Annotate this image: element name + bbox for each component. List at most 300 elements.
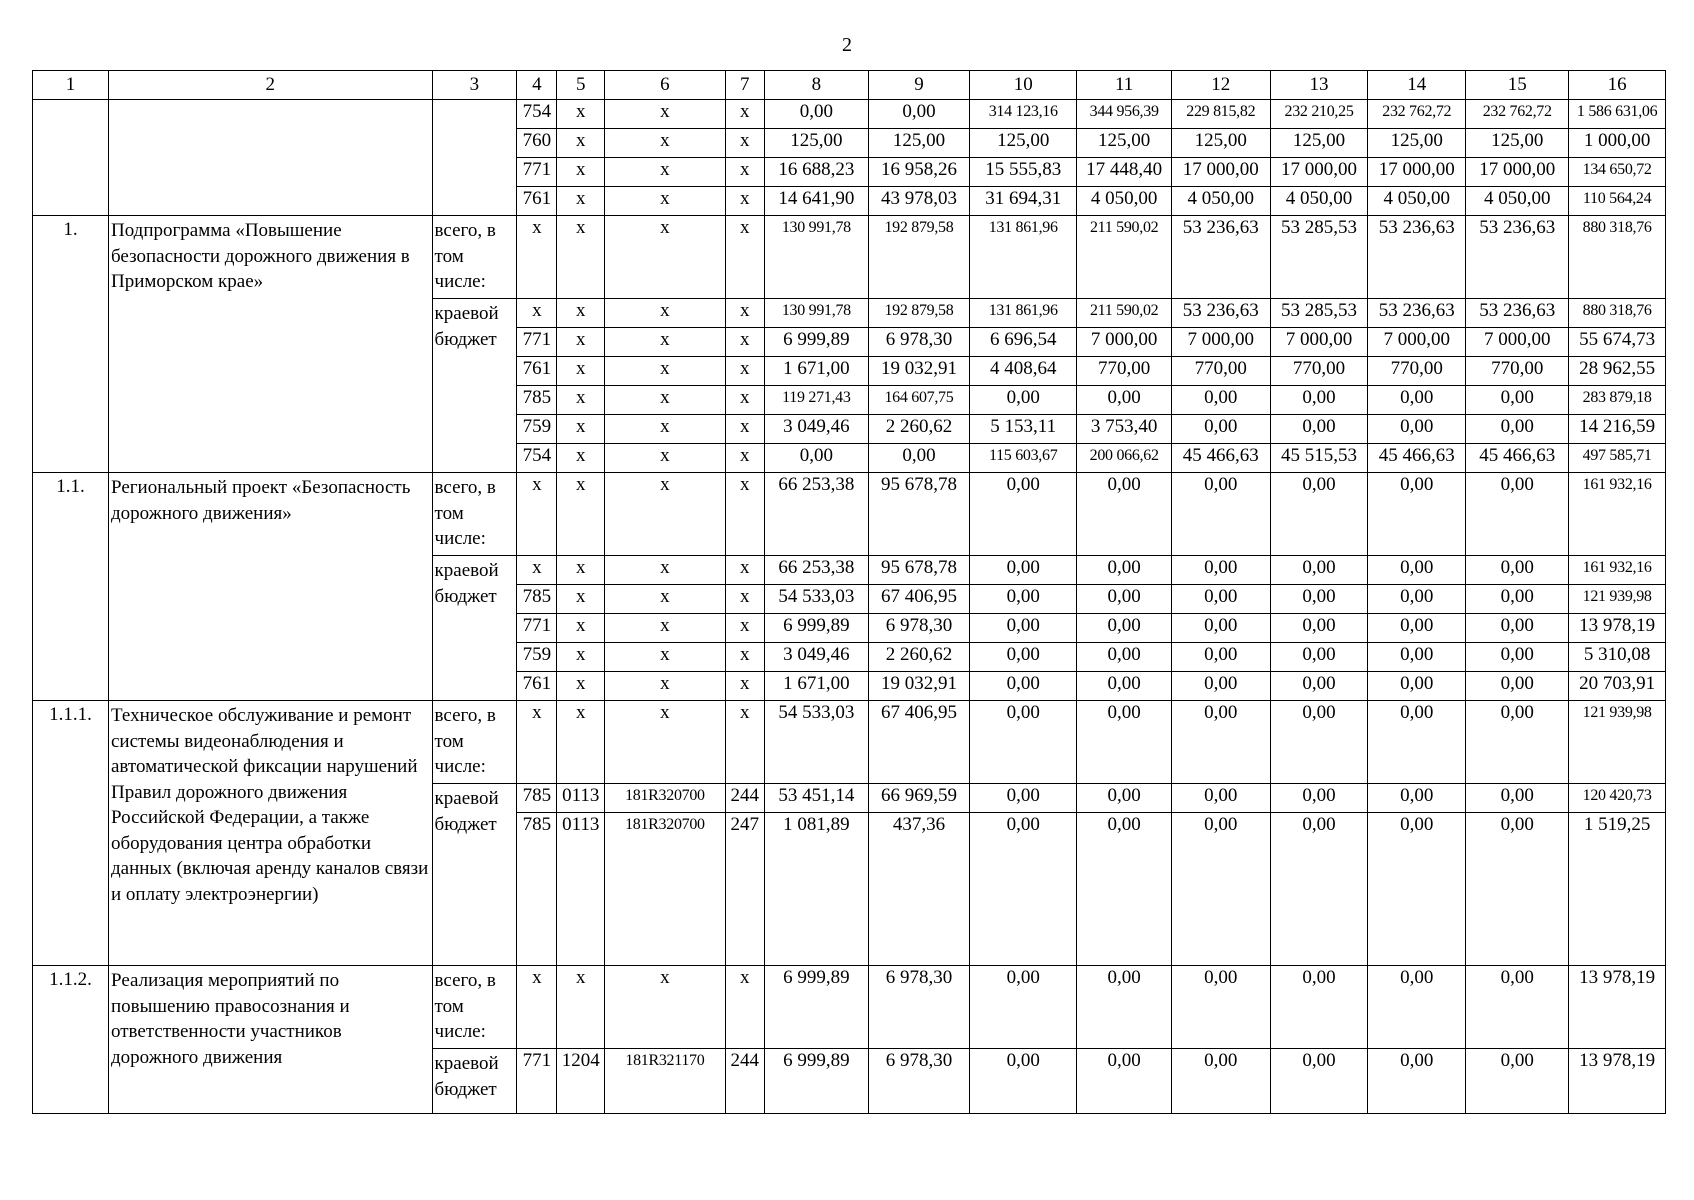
code-cell: 181R320700 bbox=[605, 813, 726, 966]
amount-cell: 6 978,30 bbox=[868, 1049, 969, 1114]
amount-cell: 53 236,63 bbox=[1368, 216, 1466, 299]
amount-cell: 0,00 bbox=[1171, 415, 1270, 444]
code-cell: x bbox=[605, 129, 726, 158]
amount-cell: 3 753,40 bbox=[1077, 415, 1171, 444]
code-cell: 759 bbox=[517, 643, 557, 672]
code-cell: x bbox=[605, 100, 726, 129]
amount-cell: 0,00 bbox=[1171, 614, 1270, 643]
amount-cell: 125,00 bbox=[1171, 129, 1270, 158]
code-cell: x bbox=[605, 444, 726, 473]
code-cell: x bbox=[605, 386, 726, 415]
code-cell: 785 bbox=[517, 784, 557, 813]
amount-cell: 53 236,63 bbox=[1171, 299, 1270, 328]
amount-cell: 6 999,89 bbox=[764, 328, 868, 357]
amount-cell: 232 210,25 bbox=[1270, 100, 1368, 129]
amount-cell: 0,00 bbox=[1077, 784, 1171, 813]
amount-cell: 7 000,00 bbox=[1368, 328, 1466, 357]
code-cell: x bbox=[517, 966, 557, 1049]
amount-cell: 0,00 bbox=[1077, 386, 1171, 415]
column-number-1: 1 bbox=[33, 71, 109, 100]
code-cell: 754 bbox=[517, 444, 557, 473]
amount-cell: 7 000,00 bbox=[1171, 328, 1270, 357]
amount-cell: 0,00 bbox=[1077, 556, 1171, 585]
code-cell: 247 bbox=[725, 813, 764, 966]
amount-cell: 1 081,89 bbox=[764, 813, 868, 966]
amount-cell: 0,00 bbox=[1077, 614, 1171, 643]
amount-cell: 0,00 bbox=[1466, 386, 1569, 415]
code-cell: x bbox=[725, 614, 764, 643]
amount-cell: 6 978,30 bbox=[868, 614, 969, 643]
column-number-5: 5 bbox=[557, 71, 605, 100]
code-cell: 181R321170 bbox=[605, 1049, 726, 1114]
amount-cell: 19 032,91 bbox=[868, 357, 969, 386]
amount-cell: 53 451,14 bbox=[764, 784, 868, 813]
column-number-6: 6 bbox=[605, 71, 726, 100]
code-cell: 771 bbox=[517, 614, 557, 643]
amount-cell: 1 671,00 bbox=[764, 672, 868, 701]
column-number-11: 11 bbox=[1077, 71, 1171, 100]
amount-cell: 45 515,53 bbox=[1270, 444, 1368, 473]
amount-cell: 770,00 bbox=[1171, 357, 1270, 386]
amount-cell: 131 861,96 bbox=[969, 216, 1076, 299]
amount-cell: 0,00 bbox=[1270, 784, 1368, 813]
amount-cell: 121 939,98 bbox=[1569, 585, 1666, 614]
amount-cell: 0,00 bbox=[1171, 784, 1270, 813]
amount-cell: 53 285,53 bbox=[1270, 299, 1368, 328]
section-name: Подпрограмма «Повышение безопасности дорожного движения в Приморском крае» bbox=[109, 216, 433, 473]
column-number-12: 12 bbox=[1171, 71, 1270, 100]
code-cell: x bbox=[605, 556, 726, 585]
amount-cell: 0,00 bbox=[1368, 614, 1466, 643]
amount-cell: 6 978,30 bbox=[868, 328, 969, 357]
code-cell: x bbox=[725, 216, 764, 299]
amount-cell: 0,00 bbox=[1466, 966, 1569, 1049]
code-cell: x bbox=[725, 672, 764, 701]
amount-cell: 229 815,82 bbox=[1171, 100, 1270, 129]
section-name: Реализация мероприятий по повышению правосознания и ответственности участников дорожного движения bbox=[109, 966, 433, 1114]
code-cell: x bbox=[517, 299, 557, 328]
section-index: 1.1.1. bbox=[33, 701, 109, 966]
code-cell: x bbox=[557, 672, 605, 701]
code-cell: x bbox=[725, 556, 764, 585]
amount-cell: 0,00 bbox=[1466, 614, 1569, 643]
code-cell: x bbox=[557, 473, 605, 556]
amount-cell: 0,00 bbox=[1368, 784, 1466, 813]
column-number-15: 15 bbox=[1466, 71, 1569, 100]
code-cell: x bbox=[605, 966, 726, 1049]
code-cell: 244 bbox=[725, 784, 764, 813]
amount-cell: 0,00 bbox=[969, 614, 1076, 643]
amount-cell: 0,00 bbox=[1171, 701, 1270, 784]
code-cell: x bbox=[557, 100, 605, 129]
amount-cell: 0,00 bbox=[1171, 585, 1270, 614]
amount-cell: 344 956,39 bbox=[1077, 100, 1171, 129]
amount-cell: 120 420,73 bbox=[1569, 784, 1666, 813]
amount-cell: 770,00 bbox=[1368, 357, 1466, 386]
code-cell: x bbox=[557, 216, 605, 299]
amount-cell: 0,00 bbox=[969, 643, 1076, 672]
code-cell: x bbox=[557, 444, 605, 473]
column-number-7: 7 bbox=[725, 71, 764, 100]
amount-cell: 53 236,63 bbox=[1171, 216, 1270, 299]
section-total-row bbox=[33, 473, 1666, 556]
amount-cell: 0,00 bbox=[1171, 672, 1270, 701]
column-number-row bbox=[33, 71, 1666, 100]
code-cell: 771 bbox=[517, 328, 557, 357]
amount-cell: 0,00 bbox=[1466, 473, 1569, 556]
amount-cell: 66 253,38 bbox=[764, 556, 868, 585]
total-label: всего, в том числе: bbox=[432, 216, 517, 299]
amount-cell: 17 448,40 bbox=[1077, 158, 1171, 187]
code-cell: x bbox=[725, 100, 764, 129]
amount-cell: 770,00 bbox=[1077, 357, 1171, 386]
amount-cell: 0,00 bbox=[1368, 701, 1466, 784]
amount-cell: 115 603,67 bbox=[969, 444, 1076, 473]
amount-cell: 6 999,89 bbox=[764, 966, 868, 1049]
amount-cell: 66 969,59 bbox=[868, 784, 969, 813]
budget-table bbox=[32, 70, 1666, 1114]
code-cell: x bbox=[605, 299, 726, 328]
amount-cell: 1 000,00 bbox=[1569, 129, 1666, 158]
amount-cell: 6 696,54 bbox=[969, 328, 1076, 357]
code-cell: 754 bbox=[517, 100, 557, 129]
amount-cell: 5 153,11 bbox=[969, 415, 1076, 444]
code-cell: 0113 bbox=[557, 784, 605, 813]
amount-cell: 3 049,46 bbox=[764, 643, 868, 672]
budget-label: краевой бюджет bbox=[432, 556, 517, 701]
amount-cell: 2 260,62 bbox=[868, 415, 969, 444]
code-cell: 785 bbox=[517, 585, 557, 614]
amount-cell: 1 519,25 bbox=[1569, 813, 1666, 966]
amount-cell: 7 000,00 bbox=[1466, 328, 1569, 357]
amount-cell: 15 555,83 bbox=[969, 158, 1076, 187]
section-index: 1.1.2. bbox=[33, 966, 109, 1114]
amount-cell: 13 978,19 bbox=[1569, 1049, 1666, 1114]
code-cell: x bbox=[605, 158, 726, 187]
amount-cell: 19 032,91 bbox=[868, 672, 969, 701]
amount-cell: 161 932,16 bbox=[1569, 473, 1666, 556]
amount-cell: 283 879,18 bbox=[1569, 386, 1666, 415]
amount-cell: 497 585,71 bbox=[1569, 444, 1666, 473]
amount-cell: 95 678,78 bbox=[868, 556, 969, 585]
amount-cell: 125,00 bbox=[1466, 129, 1569, 158]
amount-cell: 0,00 bbox=[1368, 672, 1466, 701]
amount-cell: 121 939,98 bbox=[1569, 701, 1666, 784]
amount-cell: 0,00 bbox=[1077, 672, 1171, 701]
column-number-4: 4 bbox=[517, 71, 557, 100]
amount-cell: 0,00 bbox=[1171, 386, 1270, 415]
amount-cell: 0,00 bbox=[1077, 966, 1171, 1049]
section-index: 1. bbox=[33, 216, 109, 473]
total-label: всего, в том числе: bbox=[432, 473, 517, 556]
amount-cell: 54 533,03 bbox=[764, 701, 868, 784]
amount-cell: 0,00 bbox=[1270, 672, 1368, 701]
amount-cell: 200 066,62 bbox=[1077, 444, 1171, 473]
code-cell: x bbox=[557, 299, 605, 328]
amount-cell: 232 762,72 bbox=[1368, 100, 1466, 129]
amount-cell: 0,00 bbox=[1077, 1049, 1171, 1114]
amount-cell: 125,00 bbox=[1368, 129, 1466, 158]
amount-cell: 0,00 bbox=[1077, 473, 1171, 556]
column-number-3: 3 bbox=[432, 71, 517, 100]
code-cell: 759 bbox=[517, 415, 557, 444]
page-number: 2 bbox=[842, 34, 852, 56]
amount-cell: 0,00 bbox=[1466, 672, 1569, 701]
amount-cell: 17 000,00 bbox=[1466, 158, 1569, 187]
code-cell: 771 bbox=[517, 1049, 557, 1114]
amount-cell: 0,00 bbox=[969, 473, 1076, 556]
code-cell: x bbox=[725, 966, 764, 1049]
amount-cell: 13 978,19 bbox=[1569, 966, 1666, 1049]
amount-cell: 0,00 bbox=[1466, 585, 1569, 614]
code-cell: x bbox=[725, 187, 764, 216]
amount-cell: 17 000,00 bbox=[1270, 158, 1368, 187]
amount-cell: 110 564,24 bbox=[1569, 187, 1666, 216]
amount-cell: 0,00 bbox=[1368, 556, 1466, 585]
amount-cell: 55 674,73 bbox=[1569, 328, 1666, 357]
amount-cell: 0,00 bbox=[1466, 556, 1569, 585]
code-cell: x bbox=[557, 386, 605, 415]
code-cell: 761 bbox=[517, 672, 557, 701]
amount-cell: 7 000,00 bbox=[1270, 328, 1368, 357]
code-cell: 761 bbox=[517, 357, 557, 386]
column-number-9: 9 bbox=[868, 71, 969, 100]
code-cell: x bbox=[725, 585, 764, 614]
amount-cell: 192 879,58 bbox=[868, 216, 969, 299]
amount-cell: 67 406,95 bbox=[868, 585, 969, 614]
amount-cell: 0,00 bbox=[1270, 415, 1368, 444]
code-cell: x bbox=[605, 701, 726, 784]
amount-cell: 211 590,02 bbox=[1077, 216, 1171, 299]
table-row bbox=[33, 100, 1666, 129]
code-cell: x bbox=[557, 129, 605, 158]
amount-cell: 7 000,00 bbox=[1077, 328, 1171, 357]
amount-cell: 53 236,63 bbox=[1466, 216, 1569, 299]
code-cell: x bbox=[725, 473, 764, 556]
column-number-16: 16 bbox=[1569, 71, 1666, 100]
amount-cell: 0,00 bbox=[1077, 701, 1171, 784]
amount-cell: 0,00 bbox=[1270, 966, 1368, 1049]
amount-cell: 770,00 bbox=[1466, 357, 1569, 386]
amount-cell: 0,00 bbox=[1368, 585, 1466, 614]
amount-cell: 0,00 bbox=[969, 1049, 1076, 1114]
code-cell: x bbox=[725, 357, 764, 386]
amount-cell: 45 466,63 bbox=[1171, 444, 1270, 473]
amount-cell: 0,00 bbox=[1466, 643, 1569, 672]
amount-cell: 134 650,72 bbox=[1569, 158, 1666, 187]
amount-cell: 4 050,00 bbox=[1077, 187, 1171, 216]
amount-cell: 125,00 bbox=[868, 129, 969, 158]
code-cell: x bbox=[725, 299, 764, 328]
code-cell: x bbox=[557, 357, 605, 386]
code-cell: x bbox=[517, 216, 557, 299]
amount-cell: 16 958,26 bbox=[868, 158, 969, 187]
amount-cell: 45 466,63 bbox=[1368, 444, 1466, 473]
amount-cell: 0,00 bbox=[1077, 585, 1171, 614]
column-number-13: 13 bbox=[1270, 71, 1368, 100]
amount-cell: 95 678,78 bbox=[868, 473, 969, 556]
amount-cell: 53 285,53 bbox=[1270, 216, 1368, 299]
amount-cell: 1 671,00 bbox=[764, 357, 868, 386]
amount-cell: 0,00 bbox=[969, 701, 1076, 784]
amount-cell: 130 991,78 bbox=[764, 216, 868, 299]
amount-cell: 0,00 bbox=[1270, 643, 1368, 672]
code-cell: x bbox=[605, 473, 726, 556]
amount-cell: 131 861,96 bbox=[969, 299, 1076, 328]
code-cell: x bbox=[557, 187, 605, 216]
budget-label: краевой бюджет bbox=[432, 299, 517, 473]
section-index: 1.1. bbox=[33, 473, 109, 701]
amount-cell: 0,00 bbox=[1171, 1049, 1270, 1114]
amount-cell: 0,00 bbox=[1270, 813, 1368, 966]
code-cell: x bbox=[605, 643, 726, 672]
amount-cell: 0,00 bbox=[1368, 813, 1466, 966]
amount-cell: 67 406,95 bbox=[868, 701, 969, 784]
amount-cell: 0,00 bbox=[1368, 415, 1466, 444]
amount-cell: 125,00 bbox=[764, 129, 868, 158]
code-cell: x bbox=[605, 357, 726, 386]
amount-cell: 5 310,08 bbox=[1569, 643, 1666, 672]
amount-cell: 192 879,58 bbox=[868, 299, 969, 328]
code-cell: x bbox=[725, 415, 764, 444]
code-cell: x bbox=[725, 158, 764, 187]
code-cell: 785 bbox=[517, 386, 557, 415]
amount-cell: 4 050,00 bbox=[1171, 187, 1270, 216]
code-cell: x bbox=[605, 585, 726, 614]
amount-cell: 17 000,00 bbox=[1171, 158, 1270, 187]
code-cell: x bbox=[557, 556, 605, 585]
budget-label: краевой бюджет bbox=[432, 1049, 517, 1114]
amount-cell: 0,00 bbox=[1270, 614, 1368, 643]
amount-cell: 4 050,00 bbox=[1368, 187, 1466, 216]
amount-cell: 17 000,00 bbox=[1368, 158, 1466, 187]
total-label: всего, в том числе: bbox=[432, 966, 517, 1049]
amount-cell: 0,00 bbox=[764, 444, 868, 473]
code-cell: x bbox=[725, 701, 764, 784]
code-cell: 785 bbox=[517, 813, 557, 966]
amount-cell: 0,00 bbox=[1466, 415, 1569, 444]
empty-cell bbox=[33, 100, 109, 216]
amount-cell: 31 694,31 bbox=[969, 187, 1076, 216]
code-cell: 1204 bbox=[557, 1049, 605, 1114]
amount-cell: 0,00 bbox=[1171, 473, 1270, 556]
code-cell: x bbox=[557, 643, 605, 672]
amount-cell: 0,00 bbox=[969, 672, 1076, 701]
amount-cell: 770,00 bbox=[1270, 357, 1368, 386]
code-cell: x bbox=[557, 614, 605, 643]
code-cell: x bbox=[725, 386, 764, 415]
amount-cell: 164 607,75 bbox=[868, 386, 969, 415]
amount-cell: 14 641,90 bbox=[764, 187, 868, 216]
total-label: всего, в том числе: bbox=[432, 701, 517, 784]
code-cell: 0113 bbox=[557, 813, 605, 966]
section-name: Региональный проект «Безопасность дорожного движения» bbox=[109, 473, 433, 701]
amount-cell: 0,00 bbox=[1077, 813, 1171, 966]
amount-cell: 28 962,55 bbox=[1569, 357, 1666, 386]
amount-cell: 880 318,76 bbox=[1569, 299, 1666, 328]
code-cell: x bbox=[557, 158, 605, 187]
amount-cell: 0,00 bbox=[1171, 813, 1270, 966]
amount-cell: 119 271,43 bbox=[764, 386, 868, 415]
code-cell: x bbox=[517, 701, 557, 784]
amount-cell: 314 123,16 bbox=[969, 100, 1076, 129]
amount-cell: 6 978,30 bbox=[868, 966, 969, 1049]
code-cell: x bbox=[725, 444, 764, 473]
amount-cell: 0,00 bbox=[969, 386, 1076, 415]
amount-cell: 0,00 bbox=[1466, 1049, 1569, 1114]
amount-cell: 0,00 bbox=[764, 100, 868, 129]
code-cell: 771 bbox=[517, 158, 557, 187]
amount-cell: 0,00 bbox=[1270, 556, 1368, 585]
section-name: Техническое обслуживание и ремонт системы видеонаблюдения и автоматической фиксации нарушений Правил дорожного движения Российской Федерации, а также оборудования центра обработки данных (включая аренду каналов связи и оплату электроэнергии) bbox=[109, 701, 433, 966]
code-cell: 181R320700 bbox=[605, 784, 726, 813]
amount-cell: 6 999,89 bbox=[764, 614, 868, 643]
code-cell: x bbox=[557, 415, 605, 444]
code-cell: x bbox=[605, 415, 726, 444]
amount-cell: 0,00 bbox=[1368, 643, 1466, 672]
code-cell: x bbox=[605, 672, 726, 701]
code-cell: x bbox=[557, 328, 605, 357]
code-cell: x bbox=[725, 643, 764, 672]
column-number-14: 14 bbox=[1368, 71, 1466, 100]
amount-cell: 130 991,78 bbox=[764, 299, 868, 328]
amount-cell: 0,00 bbox=[1368, 386, 1466, 415]
amount-cell: 0,00 bbox=[868, 100, 969, 129]
amount-cell: 2 260,62 bbox=[868, 643, 969, 672]
empty-cell bbox=[432, 100, 517, 216]
amount-cell: 0,00 bbox=[1466, 701, 1569, 784]
amount-cell: 161 932,16 bbox=[1569, 556, 1666, 585]
amount-cell: 880 318,76 bbox=[1569, 216, 1666, 299]
amount-cell: 0,00 bbox=[868, 444, 969, 473]
amount-cell: 0,00 bbox=[969, 585, 1076, 614]
amount-cell: 20 703,91 bbox=[1569, 672, 1666, 701]
amount-cell: 45 466,63 bbox=[1466, 444, 1569, 473]
code-cell: x bbox=[517, 556, 557, 585]
amount-cell: 0,00 bbox=[1171, 556, 1270, 585]
amount-cell: 14 216,59 bbox=[1569, 415, 1666, 444]
amount-cell: 0,00 bbox=[969, 966, 1076, 1049]
column-number-8: 8 bbox=[764, 71, 868, 100]
empty-cell bbox=[109, 100, 433, 216]
amount-cell: 0,00 bbox=[1270, 1049, 1368, 1114]
amount-cell: 0,00 bbox=[1270, 701, 1368, 784]
code-cell: x bbox=[725, 129, 764, 158]
code-cell: 761 bbox=[517, 187, 557, 216]
code-cell: x bbox=[517, 473, 557, 556]
amount-cell: 0,00 bbox=[1077, 643, 1171, 672]
column-number-10: 10 bbox=[969, 71, 1076, 100]
section-total-row bbox=[33, 701, 1666, 784]
amount-cell: 125,00 bbox=[969, 129, 1076, 158]
amount-cell: 232 762,72 bbox=[1466, 100, 1569, 129]
amount-cell: 0,00 bbox=[969, 556, 1076, 585]
amount-cell: 54 533,03 bbox=[764, 585, 868, 614]
amount-cell: 16 688,23 bbox=[764, 158, 868, 187]
amount-cell: 0,00 bbox=[969, 813, 1076, 966]
column-number-2: 2 bbox=[109, 71, 433, 100]
amount-cell: 0,00 bbox=[1368, 966, 1466, 1049]
amount-cell: 0,00 bbox=[1270, 473, 1368, 556]
amount-cell: 4 050,00 bbox=[1466, 187, 1569, 216]
amount-cell: 43 978,03 bbox=[868, 187, 969, 216]
amount-cell: 0,00 bbox=[1270, 585, 1368, 614]
amount-cell: 53 236,63 bbox=[1368, 299, 1466, 328]
code-cell: x bbox=[605, 216, 726, 299]
code-cell: x bbox=[605, 187, 726, 216]
amount-cell: 1 586 631,06 bbox=[1569, 100, 1666, 129]
section-total-row bbox=[33, 216, 1666, 299]
